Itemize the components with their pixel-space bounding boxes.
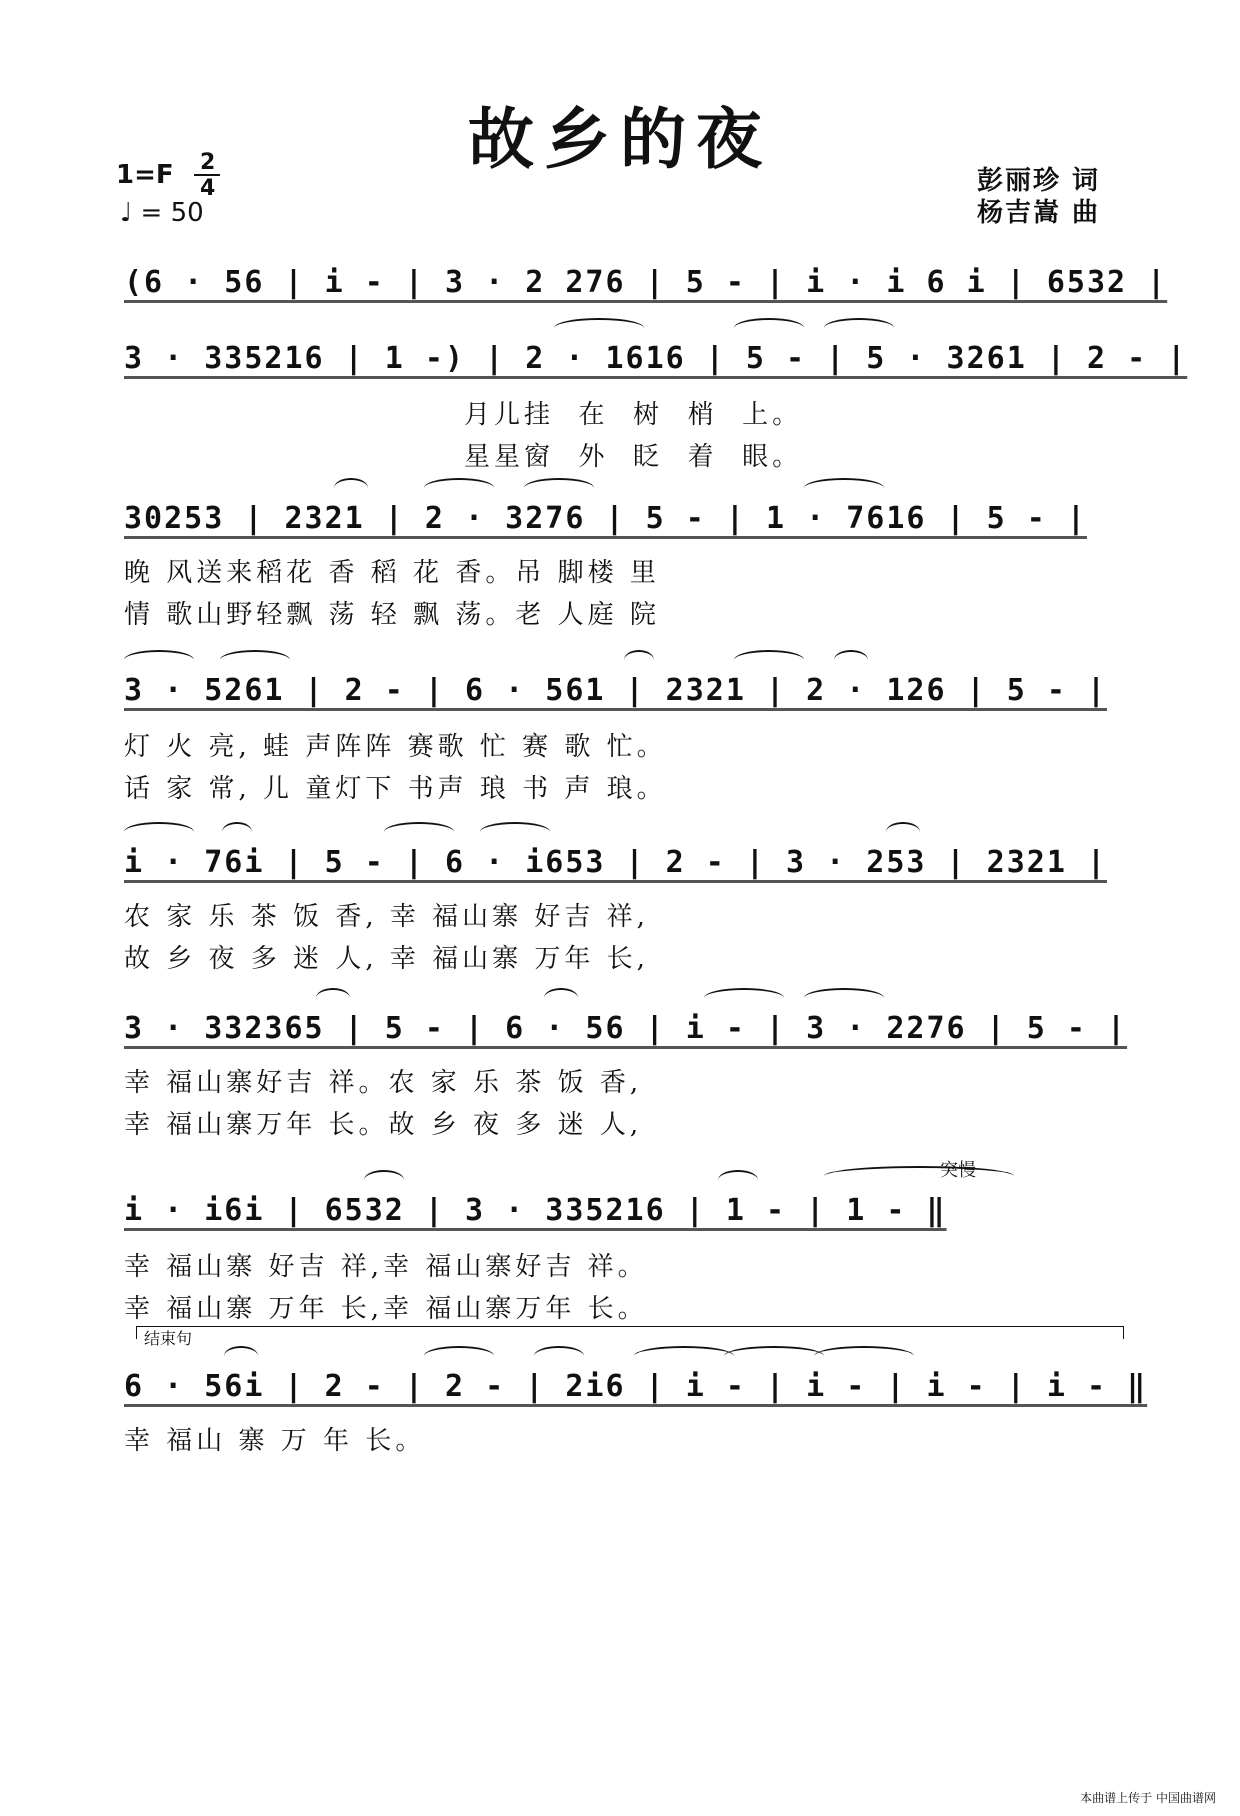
slur-mark xyxy=(734,650,804,670)
ending-bracket xyxy=(136,1326,1124,1339)
lyricist-credit: 彭丽珍 词 xyxy=(976,166,1100,196)
staff-system-5 xyxy=(124,822,1118,982)
tempo-marking: ♩ = 50 xyxy=(120,198,204,228)
slur-mark xyxy=(480,822,550,842)
notation-line: 3 · 335216 | 1 -) | 2 · 1616 | 5 - | 5 · 3261 | 2 - | xyxy=(124,340,1188,376)
lyric-verse-2: 情 歌山野轻飘 荡 轻 飘 荡。老 人庭 院 xyxy=(124,600,660,630)
key-signature: 1=F xyxy=(116,160,174,190)
slur-mark xyxy=(424,1346,494,1366)
slur-mark xyxy=(824,1166,1014,1186)
time-signature-top: 2 xyxy=(200,150,216,175)
notation-line: 6 · 56i | 2 - | 2 - | 2i6 | i - | i - | i - | i - ‖ xyxy=(124,1368,1148,1404)
lyric-verse-1: 农 家 乐 茶 饭 香, 幸 福山寨 好吉 祥, xyxy=(124,902,649,932)
slur-mark xyxy=(424,478,494,498)
staff-system-3 xyxy=(124,478,1118,638)
slur-mark xyxy=(334,478,368,498)
lyric-verse-1: 晚 风送来稻花 香 稻 花 香。吊 脚楼 里 xyxy=(124,558,660,588)
slur-mark xyxy=(814,1346,914,1366)
lyric-verse-1: 幸 福山寨 好吉 祥,幸 福山寨好吉 祥。 xyxy=(124,1252,648,1282)
notation-line: (6 · 56 | i - | 3 · 2 276 | 5 - | i · i 6 i | 6532 | xyxy=(124,264,1168,300)
tempo-change-label: 突慢 xyxy=(940,1160,976,1181)
lyric-verse-2: 幸 福山寨万年 长。故 乡 夜 多 迷 人, xyxy=(124,1110,643,1140)
slur-mark xyxy=(220,650,290,670)
slur-mark xyxy=(534,1346,584,1366)
slur-mark xyxy=(222,822,252,842)
upload-footer: 本曲谱上传于 中国曲谱网 xyxy=(1080,1791,1216,1805)
staff-system-1 xyxy=(124,250,1168,310)
lyric-verse-1: 月儿挂 在 树 梢 上。 xyxy=(464,400,803,430)
composer-credit: 杨吉嵩 曲 xyxy=(976,198,1100,228)
slur-mark xyxy=(624,650,654,670)
notation-line: 30253 | 2321 | 2 · 3276 | 5 - | 1 · 7616 | 5 - | xyxy=(124,500,1087,536)
lyric-verse-2: 话 家 常, 儿 童灯下 书声 琅 书 声 琅。 xyxy=(124,774,667,804)
slur-mark xyxy=(704,988,784,1008)
slur-mark xyxy=(804,478,884,498)
slur-mark xyxy=(524,478,594,498)
slur-mark xyxy=(384,822,454,842)
staff-system-8 xyxy=(124,1346,1148,1466)
staff-system-2 xyxy=(124,318,1188,478)
slur-mark xyxy=(124,822,194,842)
notation-line: 3 · 5261 | 2 - | 6 · 561 | 2321 | 2 · 126 | 5 - | xyxy=(124,672,1108,708)
notation-line: i · i6i | 6532 | 3 · 335216 | 1 - | 1 - ‖ xyxy=(124,1192,947,1228)
lyric-verse-2: 幸 福山寨 万年 长,幸 福山寨万年 长。 xyxy=(124,1294,648,1324)
staff-system-7 xyxy=(124,1166,1118,1326)
staff-system-4 xyxy=(124,650,1118,810)
slur-mark xyxy=(886,822,920,842)
notation-line: 3 · 332365 | 5 - | 6 · 56 | i - | 3 · 2276 | 5 - | xyxy=(124,1010,1128,1046)
slur-mark xyxy=(824,318,894,338)
slur-mark xyxy=(364,1170,404,1190)
lyric-verse-1: 灯 火 亮, 蛙 声阵阵 赛歌 忙 赛 歌 忙。 xyxy=(124,732,667,762)
slur-mark xyxy=(724,1346,824,1366)
slur-mark xyxy=(834,650,868,670)
lyric-verse-1: 幸 福山 寨 万 年 长。 xyxy=(124,1426,426,1456)
slur-mark xyxy=(124,650,194,670)
notation-line: i · 76i | 5 - | 6 · i653 | 2 - | 3 · 253 | 2321 | xyxy=(124,844,1108,880)
slur-mark xyxy=(224,1346,258,1366)
lyric-verse-1: 幸 福山寨好吉 祥。农 家 乐 茶 饭 香, xyxy=(124,1068,643,1098)
song-title: 故乡的夜 xyxy=(468,100,772,178)
slur-mark xyxy=(316,988,350,1008)
slur-mark xyxy=(804,988,884,1008)
ending-label: 结束句 xyxy=(144,1329,193,1348)
lyric-verse-2: 星星窗 外 眨 着 眼。 xyxy=(464,442,803,472)
slur-mark xyxy=(634,1346,734,1366)
slur-mark xyxy=(544,988,578,1008)
slur-mark xyxy=(718,1170,758,1190)
slur-mark xyxy=(554,318,644,338)
slur-mark xyxy=(734,318,804,338)
staff-system-6 xyxy=(124,988,1128,1148)
time-signature-bottom: 4 xyxy=(200,176,216,201)
lyric-verse-2: 故 乡 夜 多 迷 人, 幸 福山寨 万年 长, xyxy=(124,944,649,974)
